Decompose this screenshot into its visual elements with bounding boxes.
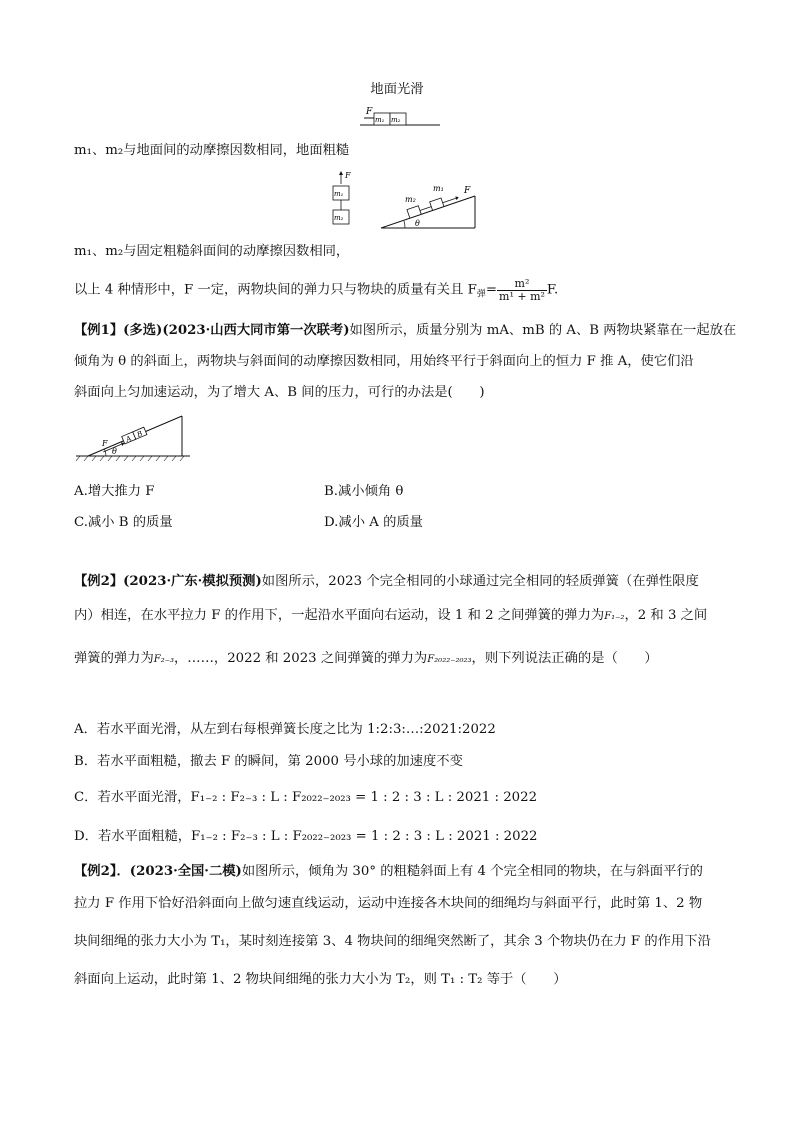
example3-line4: 斜面向上运动，此时第 1、2 物块间细绳的张力大小为 T₂，则 T₁ : T₂ 等于（ ） [74,972,567,987]
figure-horizontal-blocks [360,103,442,127]
example2-line1 [74,575,699,588]
text-rough-ground: m₁、m₂与地面间的动摩擦因数相同，地面粗糙 [74,143,350,158]
example1-angle-label: θ [112,447,117,456]
example2-line3-middle: ，……，2022 和 2023 之间弹簧的弹力为 [174,651,428,666]
incline-block-label-m1: m₁ [433,184,444,193]
example3-line2: 拉力 F 作用下恰好沿斜面向上做匀速直线运动，运动中连接各木块间的细绳均与斜面平行，此时第 1、2 物 [74,896,703,911]
example1-force-label: F [102,439,108,448]
example1-option-c: C.减小 B 的质量 [74,515,173,530]
angle-label: θ [415,219,420,228]
example2-option-c: C．若水平面光滑，F₁₋₂ : F₂₋₃ : L : F₂₀₂₂₋₂₀₂₃ = 1 : 2 : 3 : L : 2021 : 2022 [74,790,538,805]
example1-tag: 【例1】(多选)(2023·山西大同市第一次联考) [74,323,350,338]
fraction-numerator: m² [497,278,547,291]
block-label-m1-vertical: m₁ [334,190,344,198]
example2-line3-text: 弹簧的弹力为 [74,651,154,666]
example3-tag: 【例2】．(2023·全国·二模) [74,864,242,879]
example2-line3 [74,652,658,665]
example2-tag: 【例2】(2023·广东·模拟预测) [74,574,262,589]
example2-line2 [74,609,707,622]
figure-vertical-and-incline [325,166,485,232]
conclusion-sub: 弹 [476,289,486,300]
force-label-vertical: F [345,171,351,180]
example1-option-d: D.减小 A 的质量 [324,515,423,530]
block-label-m1: m₁ [375,116,385,124]
example1-option-a: A.增大推力 F [74,484,155,499]
spring-force-1-2: F₁₋₂ [604,611,625,622]
example2-line2-text: 内）相连，在水平拉力 F 的作用下，一起沿水平面向右运动，设 1 和 2 之间弹簧的弹力为 [74,608,605,623]
incline-block-label-m2: m₂ [405,195,416,204]
example2-option-a: A．若水平面光滑，从左到右每根弹簧长度之比为 1:2:3:…:2021:2022 [74,722,496,737]
block-label-m2-vertical: m₂ [334,214,344,222]
block-label-m2: m₂ [391,116,401,124]
mass-fraction [497,278,547,302]
force-label: F [366,107,373,117]
spring-force-2-3: F₂₋₃ [153,654,175,665]
example3-line3: 块间细绳的张力大小为 T₁，某时刻连接第 3、4 物块间的细绳突然断了，其余 3 个物块仍在力 F 的作用下沿 [74,934,711,949]
example3-line1 [74,865,703,878]
example1-option-b: B.减小倾角 θ [324,484,404,499]
fraction-denominator: m¹ + m² [499,289,545,303]
example2-line1-text: 如图所示，2023 个完全相同的小球通过完全相同的轻质弹簧（在弹性限度 [261,574,699,589]
example2-option-b: B．若水平面粗糙，撤去 F 的瞬间，第 2000 号小球的加速度不变 [74,754,463,769]
text-incline: m₁、m₂与固定粗糙斜面间的动摩擦因数相同， [74,244,350,259]
example2-line3-end: ，则下列说法正确的是（ ） [471,651,658,666]
example1-figure [76,412,192,464]
example1-line2: 倾角为 θ 的斜面上，两物块与斜面间的动摩擦因数相同，用始终平行于斜面向上的恒力 F 推 A，使它们沿 [74,354,694,369]
example2-line2-end: ，2 和 3 之间 [624,608,708,623]
spring-force-last: F₂₀₂₂₋₂₀₂₃ [427,654,472,665]
example1-block-b: B [135,429,144,439]
example3-line1-text: 如图所示，倾角为 30° 的粗糙斜面上有 4 个完全相同的物块，在与斜面平行的 [241,864,703,879]
conclusion-end: F. [546,282,559,298]
example2-option-d: D．若水平面粗糙，F₁₋₂ : F₂₋₃ : L : F₂₀₂₂₋₂₀₂₃ = 1 : 2 : 3 : L : 2021 : 2022 [74,829,538,844]
conclusion-text: 以上 4 种情形中，F 一定，两物块间的弹力只与物块的质量有关且 F [74,282,477,298]
text-conclusion: 以上 4 种情形中，F 一定，两物块间的弹力只与物块的质量有关且 $F_弹=$ $\frac{\text{m²}}{\text{m¹ + m²}}$ F. [74,277,559,303]
example1-line3: 斜面向上匀加速运动，为了增大 A、B 间的压力，可行的办法是( ) [74,385,485,400]
example1-block-a: A [124,434,133,444]
section-heading: 地面光滑 [370,82,424,97]
example1-line1 [74,324,736,337]
incline-force-label: F [464,186,471,196]
example1-line1-text: 如图所示，质量分别为 mA、mB 的 A、B 两物块紧靠在一起放在 [349,323,737,338]
